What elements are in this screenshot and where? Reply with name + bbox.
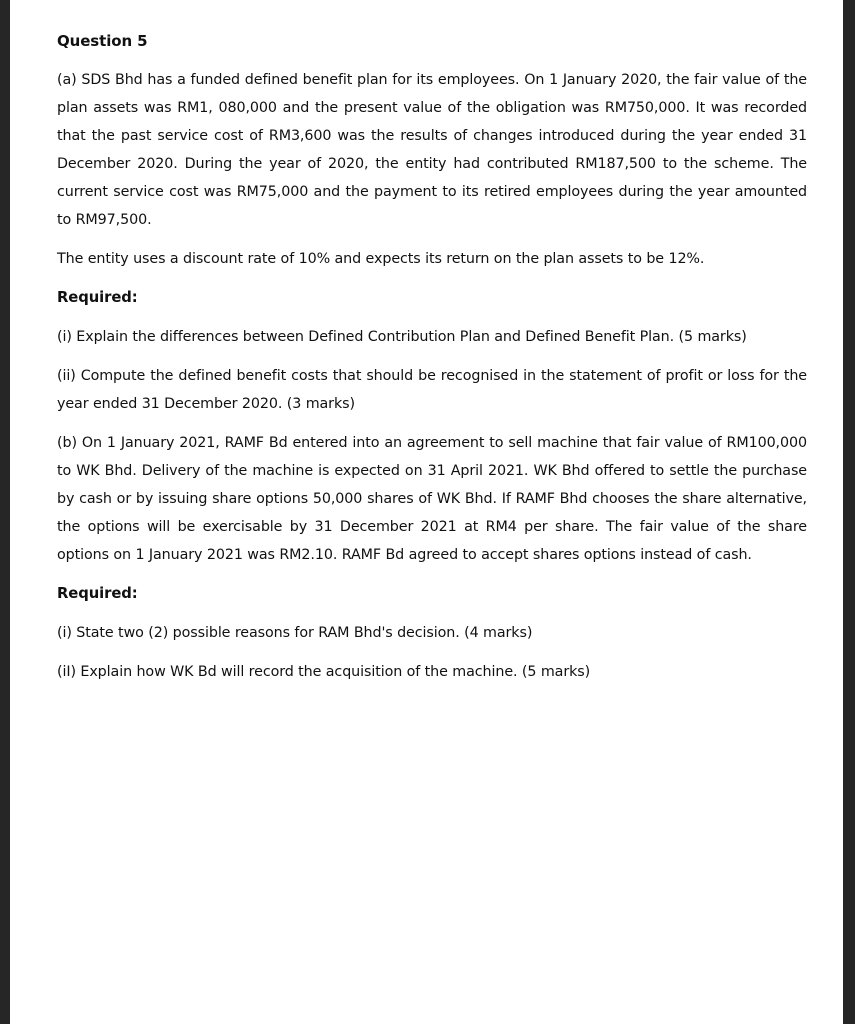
document-page [10, 0, 843, 1024]
part-b-required-heading: Required: [57, 585, 138, 602]
part-a-requirement-i: (i) Explain the differences between Defined Contribution Plan and Defined Benefit Plan. (5 marks) [57, 329, 747, 345]
right-frame-border [843, 0, 855, 1024]
left-frame-border [0, 0, 10, 1024]
question-content [57, 28, 807, 686]
part-a-required-heading: Required: [57, 289, 138, 306]
part-a-discount-paragraph: The entity uses a discount rate of 10% and expects its return on the plan assets to be 12%. [57, 251, 705, 267]
part-b-paragraph: (b) On 1 January 2021, RAMF Bd entered into an agreement to sell machine that fair value of RM100,000 to WK Bhd. Delivery of the machine is expected on 31 April 2021. WK Bhd offered to settle the purchase by cash or by issuing share options 50,000 shares of WK Bhd. If RAMF Bhd chooses the share alternative, the options will be exercisable by 31 December 2021 at RM4 per share. The fair value of the share options on 1 January 2021 was RM2.10. RAMF Bd agreed to accept shares options instead of cash. [57, 435, 807, 563]
part-b-requirement-ii: (iI) Explain how WK Bd will record the acquisition of the machine. (5 marks) [57, 664, 591, 680]
part-b-requirement-i: (i) State two (2) possible reasons for RAM Bhd's decision. (4 marks) [57, 625, 533, 641]
question-title: Question 5 [57, 32, 148, 50]
part-a-requirement-ii: (ii) Compute the defined benefit costs that should be recognised in the statement of profit or loss for the year ended 31 December 2020. (3 marks) [57, 368, 807, 412]
part-a-paragraph: (a) SDS Bhd has a funded defined benefit plan for its employees. On 1 January 2020, the fair value of the plan assets was RM1, 080,000 and the present value of the obligation was RM750,000. It was recorded that the past service cost of RM3,600 was the results of changes introduced during the year ended 31 December 2020. During the year of 2020, the entity had contributed RM187,500 to the scheme. The current service cost was RM75,000 and the payment to its retired employees during the year amounted to RM97,500. [57, 72, 807, 228]
